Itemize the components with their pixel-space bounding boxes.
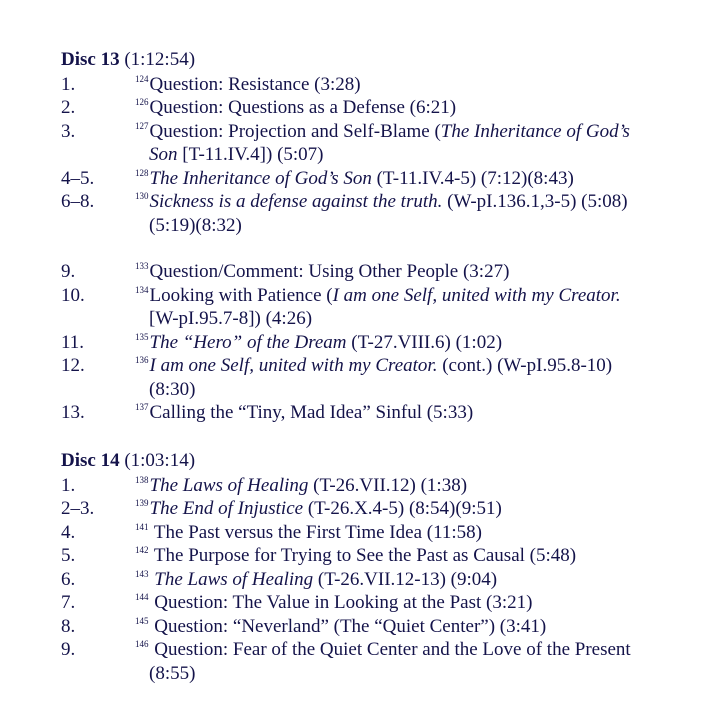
track-number: 4.	[61, 521, 76, 543]
track-row	[61, 521, 701, 545]
title-italic-text: I am one Self, united with my Creator.	[332, 284, 621, 306]
track-title-line	[135, 591, 701, 615]
track-title-line	[135, 615, 701, 639]
track-row	[61, 401, 701, 425]
reference-superscript: 136	[135, 355, 149, 365]
track-number: 2.	[61, 97, 76, 118]
reference-superscript: 146	[135, 639, 149, 649]
track-title-line	[135, 544, 701, 568]
track-title-line	[135, 497, 701, 521]
track-number: 3.	[61, 120, 76, 142]
track-row	[61, 638, 701, 685]
track-text: Question: Questions as a Defense (6:21)	[149, 97, 457, 118]
track-number: 11.	[61, 331, 85, 353]
track-number: 9.	[61, 639, 76, 660]
track-text: Question: The Value in Looking at the Past (3:21)	[149, 592, 533, 613]
reference-superscript: 141	[135, 521, 149, 532]
reference-superscript: 130	[135, 191, 149, 201]
disc-title: Disc 13	[61, 49, 120, 70]
disc-13-section	[61, 48, 701, 425]
track-row	[61, 190, 701, 237]
track-text: Question: “Neverland” (The “Quiet Center”) (3:41)	[149, 615, 547, 637]
track-row	[61, 73, 701, 97]
track-text: (T-26.VII.12) (1:38)	[308, 474, 468, 496]
track-text: Question: Projection and Self-Blame (	[149, 120, 441, 142]
track-row	[61, 167, 701, 191]
track-title-line	[135, 331, 701, 355]
reference-superscript: 124	[135, 73, 149, 84]
disc-heading	[61, 48, 701, 72]
track-title-line	[135, 354, 701, 378]
track-number: 13.	[61, 402, 85, 423]
track-title-line	[135, 190, 701, 214]
track-row	[61, 354, 701, 401]
track-row	[61, 284, 701, 331]
title-italic-text: Sickness is a defense against the truth.	[149, 191, 443, 212]
track-text: [W-pI.95.7-8]) (4:26)	[149, 308, 313, 329]
disc-duration: (1:12:54)	[124, 49, 196, 70]
reference-superscript: 142	[135, 545, 149, 555]
track-row	[61, 331, 701, 355]
track-text: Looking with Patience (	[149, 284, 333, 306]
title-italic-text: The Inheritance of God’s	[440, 120, 630, 142]
track-number: 2–3.	[61, 498, 95, 519]
track-text: Question: Resistance (3:28)	[149, 73, 361, 95]
track-text: (T-27.VIII.6) (1:02)	[346, 331, 503, 353]
reference-superscript: 128	[135, 167, 149, 178]
track-text: Question/Comment: Using Other People (3:27)	[149, 261, 510, 282]
title-italic-text: The “Hero” of the Dream	[149, 331, 347, 353]
track-row	[61, 96, 701, 120]
track-number: 1.	[61, 474, 76, 496]
reference-superscript: 135	[135, 331, 149, 342]
reference-superscript: 143	[135, 568, 149, 579]
reference-superscript: 138	[135, 474, 149, 485]
track-number: 8.	[61, 615, 76, 637]
track-number: 5.	[61, 545, 76, 566]
reference-superscript: 144	[135, 592, 149, 602]
track-text: (T-26.X.4-5) (8:54)(9:51)	[303, 498, 502, 519]
track-row	[61, 544, 701, 568]
track-list	[61, 474, 701, 686]
track-continuation-line	[135, 307, 701, 331]
reference-superscript: 137	[135, 402, 149, 412]
track-row	[61, 568, 701, 592]
track-continuation-line	[135, 143, 701, 167]
title-italic-text: Son	[149, 144, 178, 165]
track-continuation-line	[135, 378, 701, 402]
title-italic-text: The Laws of Healing	[149, 474, 309, 496]
reference-superscript: 133	[135, 261, 149, 271]
track-text: (T-11.IV.4-5) (7:12)(8:43)	[371, 167, 574, 189]
track-title-line	[135, 401, 701, 425]
track-title-line	[135, 120, 701, 144]
track-title-line	[135, 260, 701, 284]
track-title-line	[135, 474, 701, 498]
track-text: (8:30)	[149, 378, 196, 400]
track-continuation-line	[135, 214, 701, 238]
disc-duration: (1:03:14)	[124, 450, 196, 471]
track-list	[61, 73, 701, 425]
track-number: 4–5.	[61, 167, 95, 189]
track-title-line	[135, 167, 701, 191]
title-italic-text: The Inheritance of God’s Son	[149, 167, 372, 189]
track-text: [T-11.IV.4]) (5:07)	[177, 144, 324, 165]
track-text: (T-26.VII.12-13) (9:04)	[313, 568, 498, 590]
track-title-line	[135, 284, 701, 308]
reference-superscript: 145	[135, 615, 149, 626]
title-italic-text: The End of Injustice	[149, 498, 304, 519]
track-text: (W-pI.136.1,3-5) (5:08)	[442, 191, 628, 212]
track-title-line	[135, 96, 701, 120]
track-row	[61, 591, 701, 615]
track-text: Calling the “Tiny, Mad Idea” Sinful (5:33)	[149, 402, 474, 423]
track-number: 1.	[61, 73, 76, 95]
track-row	[61, 120, 701, 167]
track-text: The Purpose for Trying to See the Past as Causal (5:48)	[149, 545, 577, 566]
disc-heading	[61, 449, 701, 473]
track-row	[61, 615, 701, 639]
track-number: 7.	[61, 592, 76, 613]
title-italic-text: I am one Self, united with my Creator.	[149, 355, 438, 376]
disc-title: Disc 14	[61, 450, 120, 471]
track-text: Question: Fear of the Quiet Center and the Love of the Present	[149, 639, 631, 660]
reference-superscript: 127	[135, 120, 149, 131]
track-text: (5:19)(8:32)	[149, 214, 242, 236]
reference-superscript: 139	[135, 498, 149, 508]
track-row	[61, 474, 701, 498]
track-number: 9.	[61, 261, 76, 282]
track-title-line	[135, 73, 701, 97]
track-row	[61, 260, 701, 284]
title-italic-text: The Laws of Healing	[154, 568, 314, 590]
track-number: 12.	[61, 355, 85, 376]
track-number: 6.	[61, 568, 76, 590]
reference-superscript: 126	[135, 97, 149, 107]
track-number: 10.	[61, 284, 85, 306]
track-text: (8:55)	[149, 662, 196, 684]
track-continuation-line	[135, 662, 701, 686]
track-text: The Past versus the First Time Idea (11:58)	[149, 521, 482, 543]
track-title-line	[135, 638, 701, 662]
track-title-line	[135, 521, 701, 545]
disc-14-section	[61, 449, 701, 685]
track-text: (cont.) (W-pI.95.8-10)	[437, 355, 613, 376]
track-number: 6–8.	[61, 191, 95, 212]
reference-superscript: 134	[135, 284, 149, 295]
track-title-line	[135, 568, 701, 592]
track-row	[61, 497, 701, 521]
